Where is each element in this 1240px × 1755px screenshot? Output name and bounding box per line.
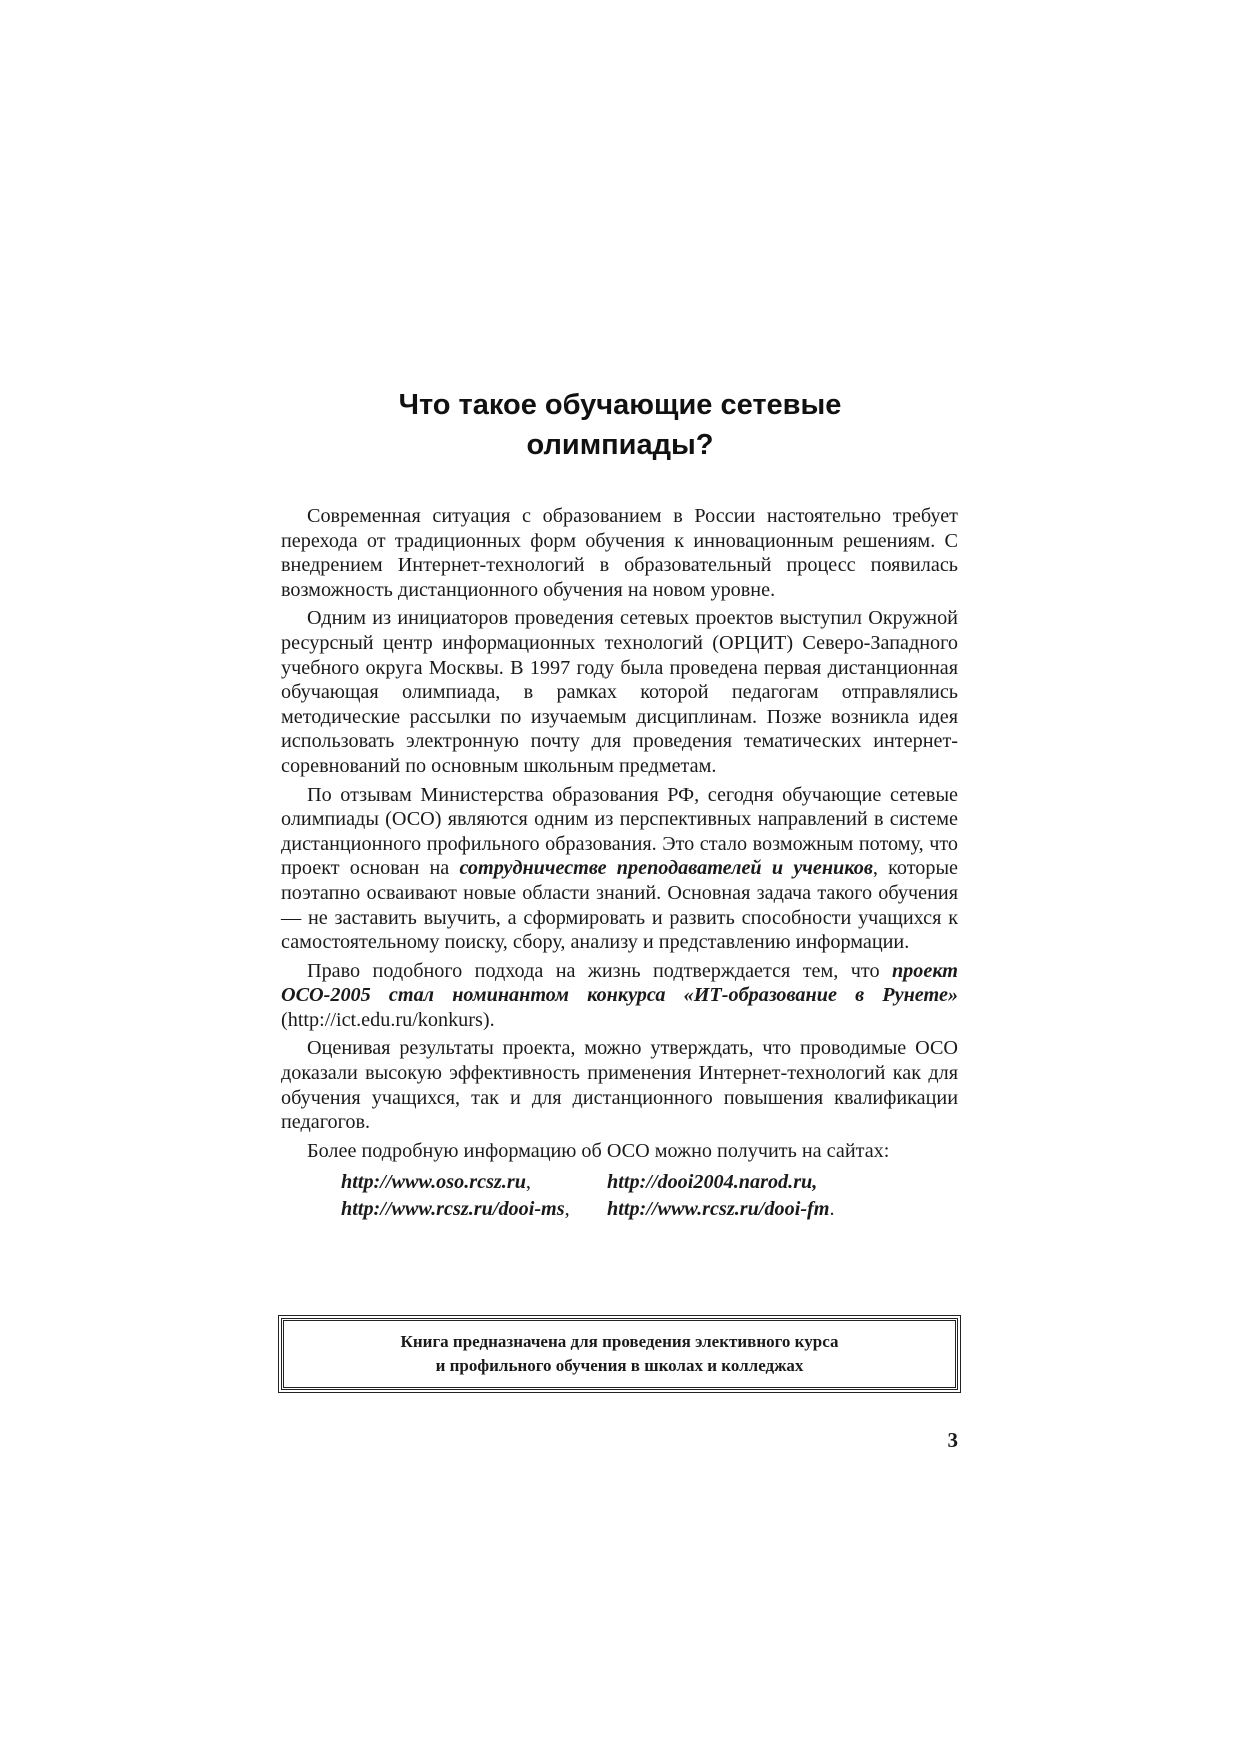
paragraph-3 [281, 783, 958, 955]
paragraph-5: Оценивая результаты проекта, можно утверждать, что проводимые ОСО доказали высокую эффективность применения Интернет-технологий как для обучения учащихся, так и для дистанционного повышения квалификации педагогов. [281, 1037, 958, 1134]
link-cell [607, 1196, 835, 1223]
link-cell [607, 1169, 817, 1196]
website-link-dooi-fm[interactable]: http://www.rcsz.ru/dooi-fm [607, 1198, 830, 1221]
link-cell [341, 1196, 607, 1223]
paragraph-6: Более подробную информацию об ОСО можно получить на сайтах: [307, 1139, 890, 1162]
link-row [341, 1169, 958, 1196]
paragraph-2: Одним из инициаторов проведения сетевых проектов выступил Окружной ресурсный центр информационных технологий (ОРЦИТ) Северо-Западного учебного округа Москвы. В 1997 году была проведена первая дистанционная обучающая олимпиада, в рамках которой педагогам отправлялись методические рассылки по изучаемым дисциплинам. Позже возникла идея использовать электронную почту для проведения тематических интернет-соревнований по основным школьным предметам. [281, 607, 958, 777]
paragraph-3-text-before: По отзывам Министерства образования РФ, сегодня обучающие сетевые олимпиады (ОСО) являются одним из перспективных направлений в системе дистанционного профильного образования. Это стало возможным потому, что проект основан на [281, 783, 958, 880]
website-link-dooi2004[interactable]: http://dooi2004.narod.ru, [607, 1171, 818, 1194]
body-text [281, 504, 958, 1223]
link-separator: , [564, 1198, 570, 1221]
paragraph-3-text-after: , которые поэтапно осваивают новые области знаний. Основная задача такого обучения — не заставить выучить, а сформировать и развить способности учащихся к самостоятельному поиску, сбору, анализу и представлению информации. [281, 857, 958, 954]
link-row [341, 1196, 958, 1223]
notice-line-1: Книга предназначена для проведения элективного курса [400, 1332, 839, 1351]
paragraph-3-emphasis: сотрудничестве преподавателей и учеников [459, 857, 873, 880]
notice-box [281, 1318, 958, 1390]
page-title [290, 385, 950, 465]
paragraph-4 [281, 959, 958, 1033]
page-title-line-1: Что такое обучающие сетевые [398, 389, 842, 421]
website-link-dooi-ms[interactable]: http://www.rcsz.ru/dooi-ms [341, 1198, 565, 1221]
paragraph-1: Современная ситуация с образованием в России настоятельно требует перехода от традиционных форм обучения к инновационным решениям. С внедрением Интернет-технологий в образовательный процесс появилась возможность дистанционного обучения на новом уровне. [281, 505, 958, 601]
paragraph-4-text-before: Право подобного подхода на жизнь подтверждается тем, что [307, 959, 892, 982]
paragraph-4-text-after: (http://ict.edu.ru/konkurs). [281, 1008, 495, 1031]
link-separator: , [525, 1171, 531, 1194]
notice-line-2: и профильного обучения в школах и колледжах [435, 1356, 804, 1375]
link-separator: . [829, 1198, 835, 1221]
website-link-oso[interactable]: http://www.oso.rcsz.ru [341, 1171, 526, 1194]
website-links [341, 1169, 958, 1223]
page-title-line-2: олимпиады? [526, 429, 714, 461]
paragraph-4-emphasis: проект ОСО-2005 стал номинантом конкурса «ИТ-образование в Рунете» [281, 959, 958, 1007]
page-number: 3 [947, 1428, 958, 1452]
link-cell [341, 1169, 607, 1196]
